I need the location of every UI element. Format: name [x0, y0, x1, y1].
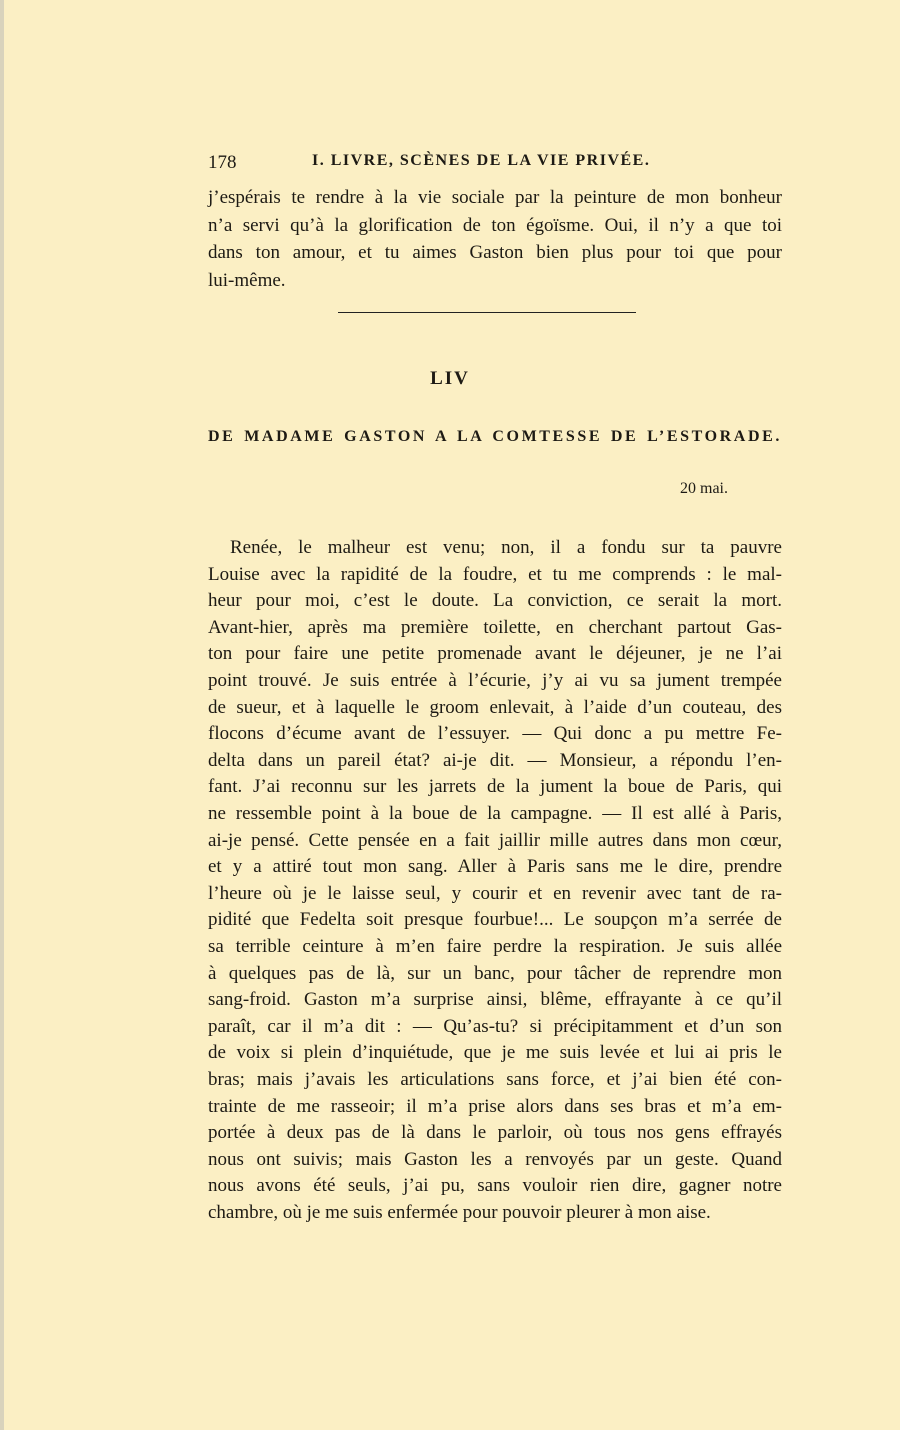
section-divider	[338, 312, 636, 313]
chapter-number: LIV	[430, 368, 470, 389]
text-line: nous ont suivis; mais Gaston les a renvoyés par un geste. Quand	[208, 1148, 782, 1170]
text-line: sa terrible ceinture à m’en faire perdre la respiration. Je suis allée	[208, 936, 782, 957]
text-line: sang-froid. Gaston m’a surprise ainsi, blême, effrayante à ce qu’il	[208, 989, 782, 1011]
text-line: trainte de me rasseoir; il m’a prise alors dans ses bras et m’a em-	[208, 1095, 782, 1117]
letter-address: DE MADAME GASTON A LA COMTESSE DE L’ESTORADE.	[208, 428, 782, 445]
text-line: delta dans un pareil état? ai-je dit. — Monsieur, a répondu l’en-	[208, 749, 782, 771]
text-line: ne ressemble point à la boue de la campagne. — Il est allé à Paris,	[208, 803, 782, 824]
scan-edge	[0, 0, 4, 1430]
running-title: I. LIVRE, SCÈNES DE LA VIE PRIVÉE.	[312, 152, 651, 169]
text-line: nous avons été seuls, j’ai pu, sans vouloir rien dire, gagner notre	[208, 1175, 782, 1197]
text-line: Louise avec la rapidité de la foudre, et tu me comprends : le mal-	[208, 563, 782, 585]
text-line: l’heure où je le laisse seul, y courir et en revenir avec tant de ra-	[208, 882, 782, 904]
text-line: dans ton amour, et tu aimes Gaston bien plus pour toi que pour	[208, 242, 782, 263]
text-line: paraît, car il m’a dit : — Qu’as-tu? si précipitamment et d’un son	[208, 1015, 782, 1037]
letter-date: 20 mai.	[680, 480, 728, 497]
text-line: j’espérais te rendre à la vie sociale par la peinture de mon bonheur	[208, 187, 782, 208]
text-line: chambre, où je me suis enfermée pour pouvoir pleurer à mon aise.	[208, 1202, 711, 1223]
text-line: bras; mais j’avais les articulations sans force, et j’ai bien été con-	[208, 1069, 782, 1090]
text-line: portée à deux pas de là dans le parloir, où tous nos gens effrayés	[208, 1122, 782, 1144]
text-line: ton pour faire une petite promenade avant le déjeuner, je ne l’ai	[208, 643, 782, 665]
text-line: pidité que Fedelta soit presque fourbue!... Le soupçon m’a serrée de	[208, 909, 782, 931]
text-line: Avant-hier, après ma première toilette, en cherchant partout Gas-	[208, 616, 782, 638]
page-number: 178	[208, 152, 237, 173]
text-line: et y a attiré tout mon sang. Aller à Paris sans me le dire, prendre	[208, 856, 782, 878]
text-line: de sueur, et à laquelle le groom enlevait, à l’aide d’un couteau, des	[208, 696, 782, 718]
text-line: ai-je pensé. Cette pensée en a fait jaillir mille autres dans mon cœur,	[208, 829, 782, 851]
page-header	[208, 152, 782, 178]
text-line: lui-même.	[208, 269, 286, 291]
text-line: de voix si plein d’inquiétude, que je me suis levée et lui ai pris le	[208, 1042, 782, 1064]
text-line: fant. J’ai reconnu sur les jarrets de la jument la boue de Paris, qui	[208, 776, 782, 798]
text-line: n’a servi qu’à la glorification de ton égoïsme. Oui, il n’y a que toi	[208, 214, 782, 236]
text-line: heur pour moi, c’est le doute. La conviction, ce serait la mort.	[208, 590, 782, 612]
text-line: Renée, le malheur est venu; non, il a fondu sur ta pauvre	[230, 537, 782, 558]
text-line: flocons d’écume avant de l’essuyer. — Qui donc a pu mettre Fe-	[208, 723, 782, 745]
text-line: à quelques pas de là, sur un banc, pour tâcher de reprendre mon	[208, 962, 782, 984]
text-line: point trouvé. Je suis entrée à l’écurie, j’y ai vu sa jument trempée	[208, 670, 782, 691]
